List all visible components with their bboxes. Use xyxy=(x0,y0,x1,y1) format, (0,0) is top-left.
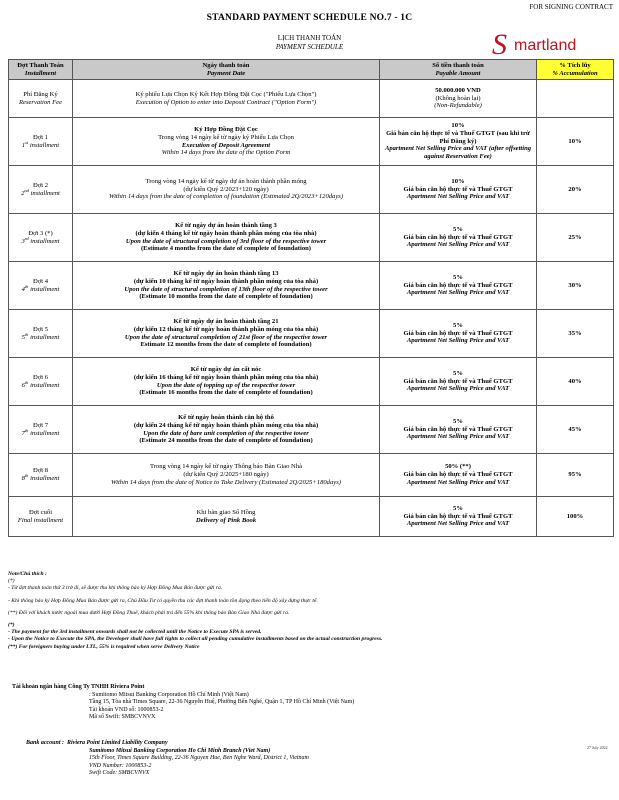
installment-cell: Đợt 6 6th installment xyxy=(9,358,73,406)
table-row xyxy=(9,497,614,537)
bank-vi-line: Mã số Swift: SMBCVNVX xyxy=(89,714,156,721)
corner-label: FOR SIGNING CONTRACT xyxy=(529,3,613,11)
table-header-row xyxy=(9,60,614,80)
payable-amount-cell: 50.000.000 VND (Không hoàn lại) (Non-Refundable) xyxy=(380,80,537,118)
installment-cell: Đợt 3 (*) 3rd installment xyxy=(9,214,73,262)
accumulation-cell: 35% xyxy=(537,310,614,358)
payable-amount-cell: 5% Giá bán căn hộ thực tế và Thuế GTGT Apartment Net Selling Price and VAT xyxy=(380,406,537,454)
note-line: (*) xyxy=(8,578,15,585)
installment-cell: Đợt 5 5th installment xyxy=(9,310,73,358)
subtitle-vi: LỊCH THANH TOÁN xyxy=(277,34,342,42)
payable-amount-cell: 10% Giá bán căn hộ thực tế và Thuế GTGT (sau khi trừ Phí Đăng ký) Apartment Net Selling Price and VAT (after offsetting against Reservation Fee) xyxy=(380,118,537,166)
payable-amount-cell: 10% Giá bán căn hộ thực tế và Thuế GTGT Apartment Net Selling Price and VAT xyxy=(380,166,537,214)
header-payable-amount: Số tiền thanh toán Payable Amount xyxy=(380,60,537,80)
table-row xyxy=(9,80,614,118)
bank-vi-line: Tầng 15, Tòa nhà Times Square, 22-36 Nguyễn Huệ, Phường Bến Nghé, Quận 1, TP Hồ Chí Minh (Việt Nam) xyxy=(89,699,355,706)
table-row xyxy=(9,118,614,166)
subtitle-en: PAYMENT SCHEDULE xyxy=(275,43,344,51)
accumulation-cell: 10% xyxy=(537,118,614,166)
installment-cell: Đợt 7 7th installment xyxy=(9,406,73,454)
signature-note: 27 July 2022 xyxy=(587,745,608,750)
payable-amount-cell: 5% Giá bán căn hộ thực tế và Thuế GTGT Apartment Net Selling Price and VAT xyxy=(380,358,537,406)
payable-amount-cell: 5% Giá bán căn hộ thực tế và Thuế GTGT Apartment Net Selling Price and VAT xyxy=(380,497,537,537)
bank-info-en xyxy=(26,740,309,778)
notes-heading: Note/Chú thích : xyxy=(8,571,47,577)
bank-en-line: Swift Code: SMBCVNVX xyxy=(89,770,150,777)
note-line: - Upon the Notice to Execute the SPA, the Developer shall have full rights to collect all pending cumulative installments based on the actual construction progress. xyxy=(8,636,383,643)
installment-cell: Đợt 2 2nd installment xyxy=(9,166,73,214)
accumulation-cell xyxy=(537,80,614,118)
installment-cell: Đợt 4 4th installment xyxy=(9,262,73,310)
logo-text: martland xyxy=(514,37,577,54)
bank-en-line: 15th Floor, Times Square Building, 22-36 Nguyen Hue, Ben Nghe Ward, District 1, Vietnam xyxy=(89,755,309,762)
notes-section xyxy=(8,571,613,651)
bank-info-vi xyxy=(12,684,354,722)
accumulation-cell: 95% xyxy=(537,454,614,497)
bank-vi-line: Tài khoản VND số: 1000853-2 xyxy=(89,706,164,713)
installment-cell: Đợt 8 8th installment xyxy=(9,454,73,497)
table-row xyxy=(9,262,614,310)
payable-amount-cell: 5% Giá bán căn hộ thực tế và Thuế GTGT Apartment Net Selling Price and VAT xyxy=(380,262,537,310)
note-line: - Từ đợt thanh toán thứ 3 trở đi, sẽ được thu khi thông báo ký Hợp Đồng Mua Bán được gửi ra. xyxy=(8,585,223,592)
bank-en-name: Riviera Point Limited Liability Company xyxy=(67,740,168,746)
installment-cell: Đợt 1 1st installment xyxy=(9,118,73,166)
bank-vi-line: : Sumitomo Mitsui Banking Corporation Hồ Chí Minh (Việt Nam) xyxy=(89,691,249,698)
note-line: (**) For foreigners buying under LTL, 55% is required when serve Delivery Notice xyxy=(8,643,200,650)
table-row xyxy=(9,454,614,497)
payment-date-cell: Kể từ ngày dự án hoàn thành tầng 21 (dự kiến 12 tháng kể từ ngày hoàn thành phần móng của tòa nhà) Upon the date of structural completion of 21st floor of the respective tower Estimate 12 months from the date of complete of foundation) xyxy=(73,310,380,358)
payment-date-cell: Trong vòng 14 ngày kể từ ngày dự án hoàn thành phần móng (dự kiến Quý 2/2023+120 ngày) Within 14 days from the date of completion of foundation (Estimated 2Q/2023+120days) xyxy=(73,166,380,214)
bank-en-line: Sumitomo Mitsui Banking Corporation Ho Chi Minh Branch (Viet Nam) xyxy=(89,747,271,754)
accumulation-cell: 45% xyxy=(537,406,614,454)
payment-date-cell: Ký Hợp Đồng Đặt Cọc Trong vòng 14 ngày kể từ ngày ký Phiếu Lựa Chọn Execution of Deposit Agreement Within 14 days from the date of the Option Form xyxy=(73,118,380,166)
header-accumulation: % Tích lũy % Accumulation xyxy=(537,60,614,80)
accumulation-cell: 20% xyxy=(537,166,614,214)
bank-vi-label: Tài khoản ngân hàng Công Ty TNHH Riviera Point xyxy=(12,684,145,690)
payment-schedule-table xyxy=(8,59,614,537)
smartland-logo xyxy=(490,26,610,60)
table-row xyxy=(9,358,614,406)
accumulation-cell: 100% xyxy=(537,497,614,537)
header-installment: Đợt Thanh Toán Installment xyxy=(9,60,73,80)
accumulation-cell: 30% xyxy=(537,262,614,310)
bank-en-label: Bank account : xyxy=(26,740,65,746)
note-line: (**) Đối với khách nước ngoài mua dưới Hợp Đồng Thuê, khách phải trả đến 55% khi thông báo Bàn Giao Nhà được gửi ra. xyxy=(8,609,290,616)
table-row xyxy=(9,406,614,454)
page-title: STANDARD PAYMENT SCHEDULE NO.7 - 1C xyxy=(206,13,413,23)
payment-date-cell: Kể từ ngày dự án hoàn thành tầng 13 (dự kiến 10 tháng kể từ ngày hoàn thành phần móng của tòa nhà) Upon the date of structural completion of 13th floor of the respective tower (Estimate 10 months from the date of complete of foundation) xyxy=(73,262,380,310)
installment-cell: Phí Đăng Ký Reservation Fee xyxy=(9,80,73,118)
note-line: - The payment for the 3rd installment onwards shall not be collected until the Notice to Execute SPA is served. xyxy=(8,629,262,636)
accumulation-cell: 25% xyxy=(537,214,614,262)
table-row xyxy=(9,310,614,358)
table-row xyxy=(9,214,614,262)
payment-date-cell: Kể từ ngày hoàn thành căn hộ thô (dự kiến 24 tháng kể từ ngày hoàn thành phần móng của tòa nhà) Upon the date of bare unit completion of the respective tower (Estimate 24 months from the date of complete of foundation) xyxy=(73,406,380,454)
logo-initial: S xyxy=(492,28,507,60)
payment-date-cell: Trong vòng 14 ngày kể từ ngày Thông báo Bàn Giao Nhà (dự kiến Quý 2/2025+180 ngày) Within 14 days from the date of Notice to Take Delivery (Estimated 2Q/2025+180days) xyxy=(73,454,380,497)
payment-date-cell: Kể từ ngày dự án cất nóc (dự kiến 16 tháng kể từ ngày hoàn thành phần móng của tòa nhà) Upon the date of topping up of the respective tower (Estimate 16 months from the date of complete of foundation) xyxy=(73,358,380,406)
payable-amount-cell: 5% Giá bán căn hộ thực tế và Thuế GTGT Apartment Net Selling Price and VAT xyxy=(380,310,537,358)
accumulation-cell: 40% xyxy=(537,358,614,406)
bank-en-line: VND Number: 1000853-2 xyxy=(89,762,152,769)
header-payment-date: Ngày thanh toán Payment Date xyxy=(73,60,380,80)
table-row xyxy=(9,166,614,214)
note-line: - Khi thông báo ký Hợp Đồng Mua Bán được gửi ra, Chủ Đầu Tư có quyền thu các đợt thanh toán tồn đọng theo tiến độ xây dựng thực tế. xyxy=(8,597,318,604)
payment-date-cell: Kể từ ngày dự án hoàn thành tầng 3 (dự kiến 4 tháng kể từ ngày hoàn thành phần móng của tòa nhà) Upon the date of structural completion of 3rd floor of the respective tower (Estimate 4 months from the date of complete of foundation) xyxy=(73,214,380,262)
payable-amount-cell: 50% (**) Giá bán căn hộ thực tế và Thuế GTGT Apartment Net Selling Price and VAT xyxy=(380,454,537,497)
payable-amount-cell: 5% Giá bán căn hộ thực tế và Thuế GTGT Apartment Net Selling Price and VAT xyxy=(380,214,537,262)
installment-cell: Đợt cuối Final installment xyxy=(9,497,73,537)
payment-date-cell: Khi bàn giao Sổ Hồng Delivery of Pink Book xyxy=(73,497,380,537)
payment-date-cell: Ký phiếu Lựa Chọn Ký Kết Hợp Đồng Đặt Cọc ("Phiếu Lựa Chọn") Execution of Option to enter into Deposit Contract ("Option Form") xyxy=(73,80,380,118)
note-line: (*) xyxy=(8,622,15,629)
